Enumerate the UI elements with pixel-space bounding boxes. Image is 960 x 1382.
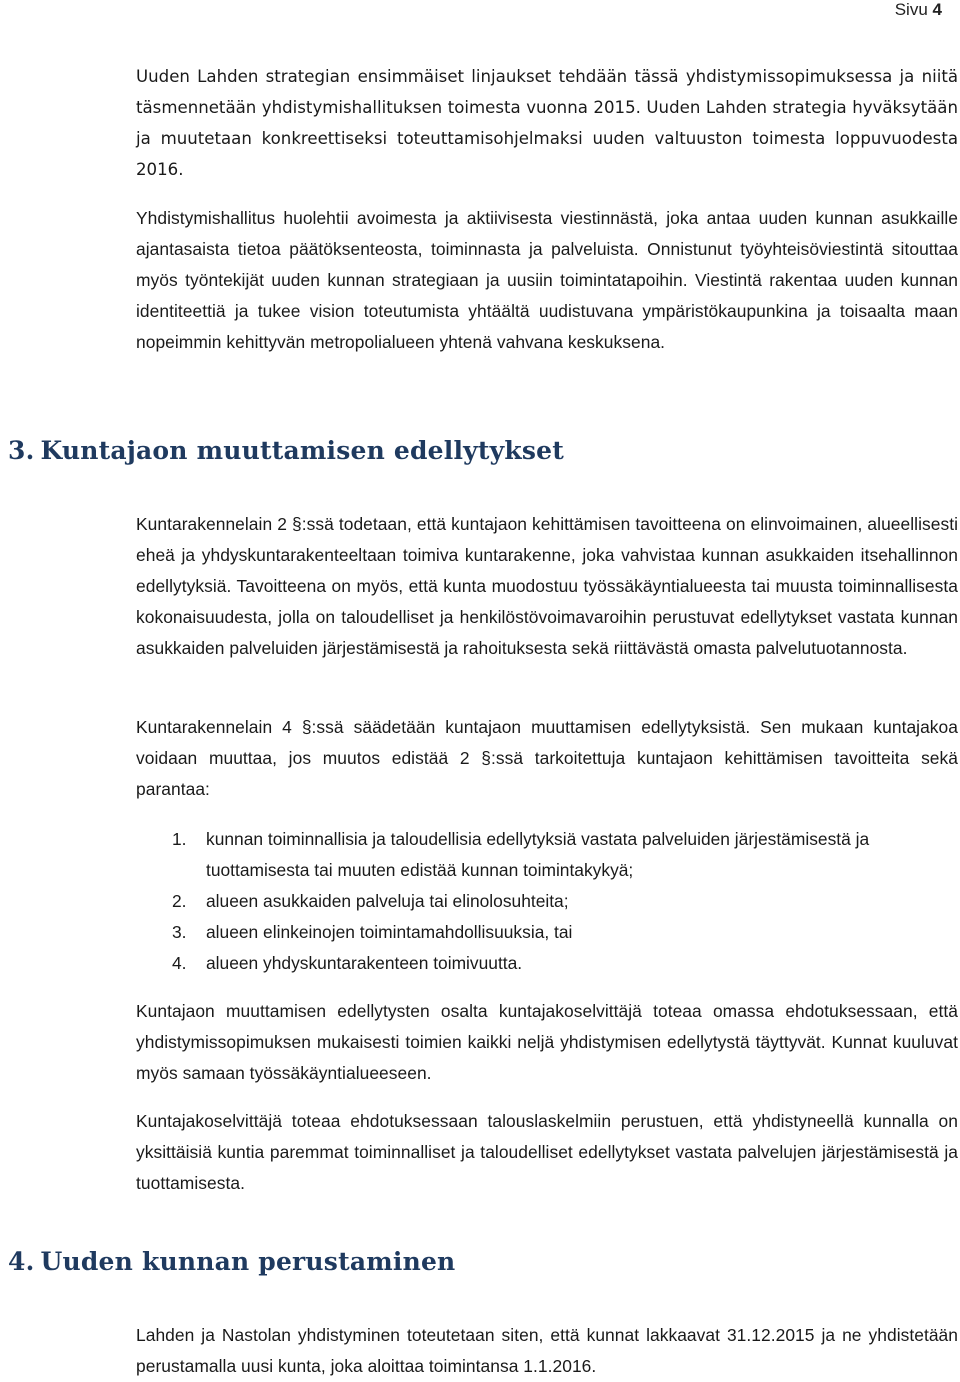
section-3-heading (8, 436, 564, 465)
list-item-text: alueen asukkaiden palveluja tai elinolosuhteita; (206, 891, 569, 911)
list-item (136, 824, 958, 886)
list-item-text: alueen yhdyskuntarakenteen toimivuutta. (206, 953, 523, 973)
list-item (136, 886, 958, 917)
conditions-list (136, 824, 958, 979)
list-item (136, 948, 958, 979)
section-3-paragraph-4: Kuntajakoselvittäjä toteaa ehdotuksessaan talouslaskelmiin perustuen, että yhdistyneellä kunnalla on yksittäisiä kuntia paremmat toiminnalliset ja taloudelliset edellytykset vastata palvelujen järjestämisestä ja tuottamisesta. (136, 1111, 958, 1193)
section-3-paragraph-2: Kuntarakennelain 4 §:ssä säädetään kuntajaon muuttamisen edellytyksistä. Sen mukaan kuntajakoa voidaan muuttaa, jos muutos edistää 2 §:ssä tarkoitettuja kuntajaon kehittämisen tavoitteita sekä parantaa: (136, 717, 958, 799)
section-4-heading (8, 1247, 455, 1276)
section-3-number: 3. (8, 436, 35, 465)
page-number: 4 (932, 0, 942, 19)
list-item-number: 1. (172, 829, 187, 849)
list-item-text: kunnan toiminnallisia ja taloudellisia edellytyksiä vastata palveluiden järjestämisestä ja tuottamisesta tai muuten edistää kunnan toimintakykyä; (206, 829, 870, 880)
list-item (136, 917, 958, 948)
section-3-paragraph-1: Kuntarakennelain 2 §:ssä todetaan, että kuntajaon kehittämisen tavoitteena on elinvoimainen, alueellisesti eheä ja yhdyskuntarakenteeltaan toimiva kuntarakenne, joka vahvistaa kunnan asukkaiden itsehallinnon edellytyksiä. Tavoitteena on myös, että kunta muodostuu työssäkäyntialueesta tai muusta toiminnallisesta kokonaisuudesta, jolla on taloudelliset ja henkilöstövoimavaroihin perustuvat edellytykset vastata kunnan asukkaiden palveluiden järjestämisestä ja rahoituksesta sekä riittävästä omasta palvelutuotannosta. (136, 514, 958, 658)
page-word: Sivu (894, 0, 928, 19)
section-4-number: 4. (8, 1247, 35, 1276)
section-3-title: Kuntajaon muuttamisen edellytykset (40, 436, 565, 465)
intro-paragraph-2: Yhdistymishallitus huolehtii avoimesta ja aktiivisesta viestinnästä, joka antaa uuden kunnan asukkaille ajantasaista tietoa päätöksenteosta, toiminnasta ja palveluista. Onnistunut työyhteisöviestintä sitouttaa myös työntekijät uuden kunnan strategiaan ja uusiin toimintatapoihin. Viestintä rakentaa uuden kunnan identiteettiä ja tukee vision toteutumista yhtäältä uudistuvana ympäristökaupunkina ja toisaalta maan nopeimmin kehittyvän metropolialueen yhtenä vahvana keskuksena. (136, 208, 958, 352)
section-4-title: Uuden kunnan perustaminen (40, 1247, 456, 1276)
list-item-number: 2. (172, 891, 187, 911)
list-item-text: alueen elinkeinojen toimintamahdollisuuksia, tai (206, 922, 573, 942)
list-item-number: 4. (172, 953, 187, 973)
section-4-paragraph-1: Lahden ja Nastolan yhdistyminen toteutetaan siten, että kunnat lakkaavat 31.12.2015 ja ne yhdistetään perustamalla uusi kunta, joka aloittaa toimintansa 1.1.2016. (136, 1325, 958, 1376)
intro-paragraph-1: Uuden Lahden strategian ensimmäiset linjaukset tehdään tässä yhdistymissopimuksessa ja niitä täsmennetään yhdistymishallituksen toimesta vuonna 2015. Uuden Lahden strategia hyväksytään ja muutetaan konkreettiseksi toteuttamisohjelmaksi uuden valtuuston toimesta loppuvuodesta 2016. (136, 67, 958, 179)
page-number-label (895, 0, 942, 20)
list-item-number: 3. (172, 922, 187, 942)
section-3-paragraph-3: Kuntajaon muuttamisen edellytysten osalta kuntajakoselvittäjä toteaa omassa ehdotuksessaan, että yhdistymissopimuksen mukaisesti toimien kaikki neljä yhdistymisen edellytystä täyttyvät. Kunnat kuuluvat myös samaan työssäkäyntialueeseen. (136, 1001, 958, 1083)
